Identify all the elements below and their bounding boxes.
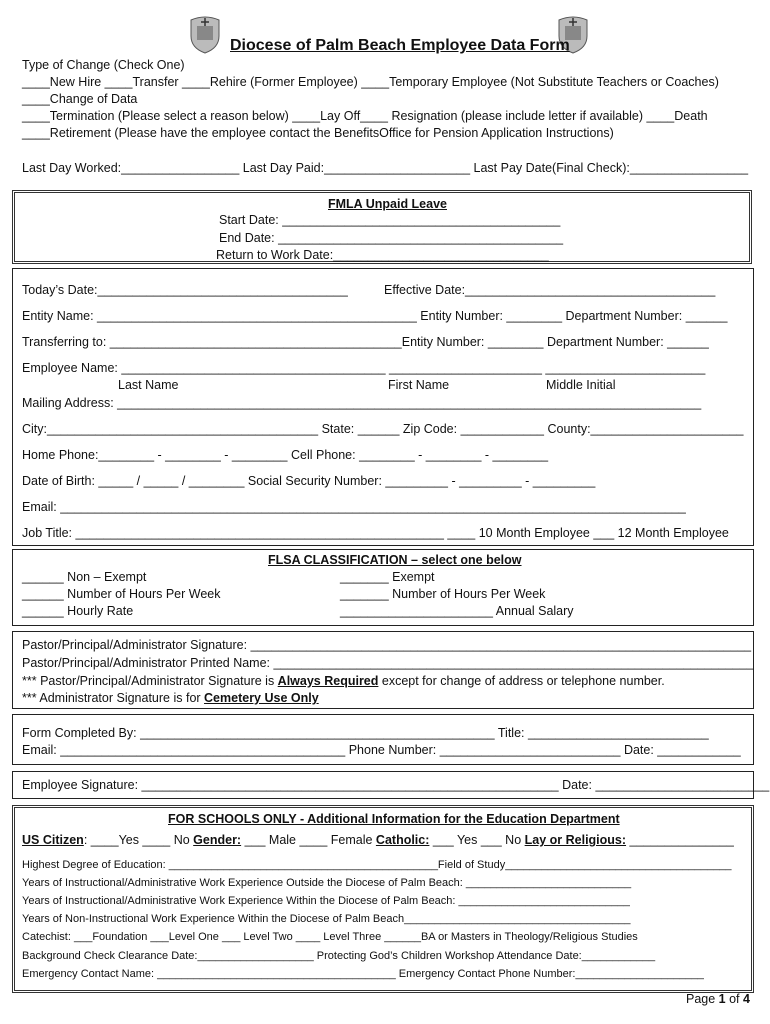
- job-title-field[interactable]: Job Title: _____________________________________________________ ____ 10 Month Employee ___ 12 Month Employee: [22, 526, 729, 540]
- change-heading: Type of Change (Check One): [22, 58, 185, 72]
- employee-name-field[interactable]: Employee Name: ______________________________________ ______________________ _______________________: [22, 361, 706, 375]
- change-line-2[interactable]: ____Change of Data: [22, 92, 138, 106]
- fmla-title: FMLA Unpaid Leave: [328, 197, 447, 211]
- admin-note-1: *** Pastor/Principal/Administrator Signature is Always Required except for change of address or telephone number.: [22, 674, 665, 688]
- fmla-start-date[interactable]: Start Date: ________________________________________: [219, 213, 561, 227]
- years-outside-field[interactable]: Years of Instructional/Administrative Work Experience Outside the Diocese of Palm Beach: ___________________________: [22, 877, 632, 889]
- change-line-4[interactable]: ____Retirement (Please have the employee contact the BenefitsOffice for Pension Application Instructions): [22, 126, 614, 140]
- employee-signature-field[interactable]: Employee Signature: ____________________________________________________________ Date: _________________________: [22, 778, 770, 792]
- fmla-end-date[interactable]: End Date: _________________________________________: [219, 231, 564, 245]
- catechist-field[interactable]: Catechist: ___Foundation ___Level One ___ Level Two ____ Level Three ______BA or Masters in Theology/Religious Studies: [22, 931, 638, 943]
- background-check-field[interactable]: Background Check Clearance Date:___________________ Protecting God’s Children Workshop Attendance Date:____________: [22, 950, 656, 962]
- emergency-contact-field[interactable]: Emergency Contact Name: _______________________________________ Emergency Contact Phone Number:_____________________: [22, 968, 704, 980]
- schools-status-line[interactable]: US Citizen: ____Yes ____ No Gender: ___ Male ____ Female Catholic: ___ Yes ___ No Lay or Religious: _______________: [22, 833, 734, 847]
- change-line-3[interactable]: ____Termination (Please select a reason below) ____Lay Off____ Resignation (please include letter if available) ____Death: [22, 109, 708, 123]
- todays-date-field[interactable]: Today’s Date:____________________________________: [22, 283, 348, 297]
- dob-ssn-field[interactable]: Date of Birth: _____ / _____ / ________ Social Security Number: _________ - _________ - _________: [22, 474, 596, 488]
- flsa-annual-salary[interactable]: ______________________ Annual Salary: [340, 604, 574, 618]
- completed-email-phone-field[interactable]: Email: _________________________________________ Phone Number: __________________________ Date: ____________: [22, 743, 741, 757]
- admin-note-2: *** Administrator Signature is for Cemetery Use Only: [22, 691, 319, 705]
- schools-title: FOR SCHOOLS ONLY - Additional Information for the Education Department: [168, 812, 620, 826]
- phone-field[interactable]: Home Phone:________ - ________ - ________ Cell Phone: ________ - ________ - ________: [22, 448, 549, 462]
- form-completed-by-field[interactable]: Form Completed By: ___________________________________________________ Title: __________________________: [22, 726, 709, 740]
- page-title: Diocese of Palm Beach Employee Data Form: [230, 37, 570, 54]
- flsa-title: FLSA CLASSIFICATION – select one below: [268, 553, 522, 567]
- flsa-non-exempt[interactable]: ______ Non – Exempt: [22, 570, 147, 584]
- flsa-hours-left[interactable]: ______ Number of Hours Per Week: [22, 587, 221, 601]
- highest-degree-field[interactable]: Highest Degree of Education: ____________________________________________Field of Study_____________________________________: [22, 859, 732, 871]
- page-number: Page 1 of 4: [686, 992, 750, 1006]
- email-field[interactable]: Email: __________________________________________________________________________________________: [22, 500, 686, 514]
- change-line-1[interactable]: ____New Hire ____Transfer ____Rehire (Former Employee) ____Temporary Employee (Not Substitute Teachers or Coaches): [22, 75, 719, 89]
- transferring-to-field[interactable]: Transferring to: __________________________________________Entity Number: ________ Department Number: ______: [22, 335, 709, 349]
- years-noninstructional-field[interactable]: Years of Non-Instructional Work Experience Within the Diocese of Palm Beach_____________________________________: [22, 913, 631, 925]
- mailing-address-field[interactable]: Mailing Address: ____________________________________________________________________________________: [22, 396, 702, 410]
- fmla-return-date[interactable]: Return to Work Date:_______________________________: [216, 248, 549, 262]
- last-day-line[interactable]: Last Day Worked:_________________ Last Day Paid:_____________________ Last Pay Date(Final Check):_________________: [22, 161, 749, 175]
- entity-name-field[interactable]: Entity Name: ______________________________________________ Entity Number: ________ Department Number: ______: [22, 309, 728, 323]
- admin-printed-name-field[interactable]: Pastor/Principal/Administrator Printed Name: _____________________________________________________________________: [22, 656, 754, 670]
- last-name-label: Last Name: [118, 378, 179, 392]
- flsa-exempt[interactable]: _______ Exempt: [340, 570, 435, 584]
- flsa-hours-right[interactable]: _______ Number of Hours Per Week: [340, 587, 546, 601]
- middle-initial-label: Middle Initial: [546, 378, 616, 392]
- diocese-seal-icon-left: [188, 14, 222, 54]
- first-name-label: First Name: [388, 378, 450, 392]
- years-within-field[interactable]: Years of Instructional/Administrative Work Experience Within the Diocese of Palm Beach: ____________________________: [22, 895, 630, 907]
- admin-signature-field[interactable]: Pastor/Principal/Administrator Signature: ________________________________________________________________________: [22, 638, 752, 652]
- city-state-zip-field[interactable]: City:_______________________________________ State: ______ Zip Code: ____________ County:______________________: [22, 422, 744, 436]
- effective-date-field[interactable]: Effective Date:____________________________________: [384, 283, 716, 297]
- flsa-hourly-rate[interactable]: ______ Hourly Rate: [22, 604, 134, 618]
